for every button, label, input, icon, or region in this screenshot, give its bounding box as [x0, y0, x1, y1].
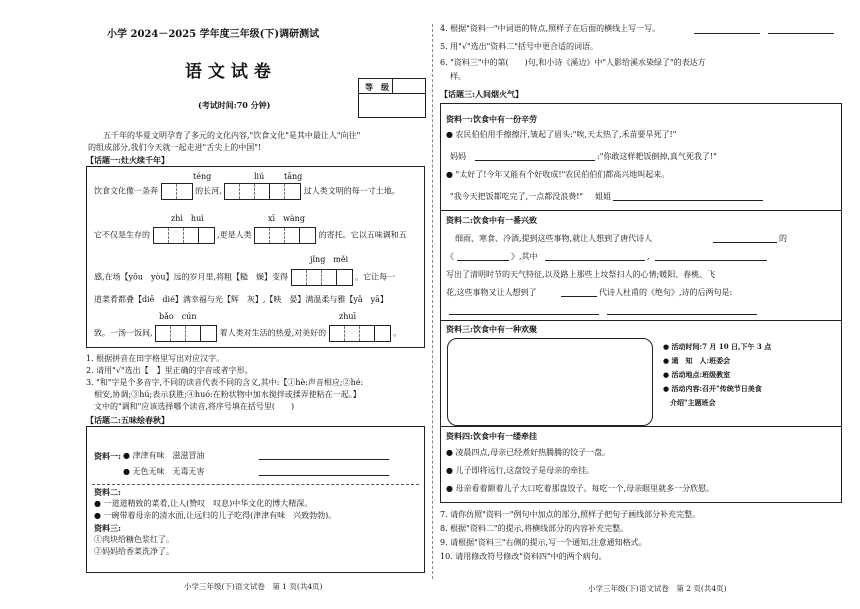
- material1-title: 资料一:饮食中有一份辛劳: [446, 114, 537, 124]
- footer-page-1: 小学三年级(下)语文试卷 第 1 页(共4页): [184, 582, 323, 591]
- material3-title: 资料三:饮食中有一种欢聚: [446, 324, 537, 334]
- material1-row-2: ● 无色无味 无毒无害: [123, 467, 205, 476]
- char-grid[interactable]: [224, 183, 301, 200]
- question-5: 5. 用"√"选出"资料二"括号中更合适的词语。: [440, 42, 598, 51]
- topic1-line-2: [94, 227, 407, 244]
- question-3: 3. "和"字是个多音字,不同的读音代表不同的含义,其中:【①hè:声音相应;②hé:: [86, 378, 364, 387]
- char-grid[interactable]: [329, 325, 391, 342]
- pinyin-zhuifu: zhuī: [339, 312, 357, 321]
- material2-line-2b: 》,其中: [511, 252, 538, 261]
- intro-line-2: 的组成部分,我们今天就一起走进"舌尖上的中国"!: [88, 143, 262, 152]
- pinyin-liu: liú: [254, 172, 265, 181]
- exam-time: (考试时间:70 分钟): [198, 100, 271, 110]
- topic1-text: 饮食文化像一条奔: [94, 186, 158, 196]
- answer-line[interactable]: [713, 242, 777, 243]
- material1-line-4b: 姐姐: [595, 192, 611, 201]
- char-grid[interactable]: [153, 227, 215, 244]
- topic1-text: 的长河,: [195, 186, 222, 196]
- material3-info-4: ● 活动内容:召开"传统节日美食: [663, 384, 762, 393]
- material1-line-2b: :"你敢这样耙饭倒掉,真气死我了!": [597, 152, 717, 161]
- notice-writing-area[interactable]: [447, 338, 653, 426]
- topic1-line-4: 道菜肴都叠【diē dié】满幸福与光【辉 灰】,【映 晏】满温柔与雅【yǎ yā】: [94, 295, 388, 304]
- material3-info-5: 介绍"主题班会: [663, 398, 716, 407]
- pinyin-jingmei: jǐng měi: [310, 255, 349, 264]
- material4-line-1: ● 凌晨四点,母亲已经煮好热腾腾的饺子一盘。: [446, 448, 611, 457]
- char-grid[interactable]: [291, 269, 353, 286]
- pinyin-xiwang: xī wàng: [268, 214, 305, 223]
- answer-line[interactable]: [607, 314, 757, 315]
- material3-info-3: ● 活动地点:班级教室: [663, 370, 731, 379]
- material4-line-3: ● 母亲看着额着儿子大口吃着那盘饺子。每吃一个,母亲眼里就多一分欣慰。: [446, 484, 715, 493]
- material2-line-1b: 的: [779, 234, 787, 243]
- material3-row-2: ②妈妈给香菜洗净了。: [94, 547, 174, 556]
- material2-line-3: 写出了清明时节的天气特征,以及路上那些上坟祭扫人的心情;暖阳、春桃、飞: [446, 270, 716, 279]
- question-3-cont: 文中的"调和"应该选择哪个读音,将序号填在括号里( ): [94, 402, 295, 411]
- material1-label: 资料一:: [94, 451, 121, 461]
- answer-line[interactable]: [259, 475, 389, 476]
- topic1-text: 着人类对生活的热爱,对美好的: [219, 328, 327, 338]
- topic1-text: 它不仅是生存的: [94, 230, 150, 240]
- material2-line-2a: 《: [446, 252, 454, 261]
- right-page: [432, 0, 860, 609]
- material2-line-2c: ,: [647, 252, 650, 261]
- answer-line[interactable]: [768, 33, 834, 34]
- exam-title: 小学 2024－2025 学年度三年级(下)调研测试: [107, 29, 320, 40]
- topic2-box: [86, 426, 425, 573]
- topic1-box: [86, 166, 425, 348]
- material3-info-1: ● 活动时间:7 月 10 日,下午 3 点: [663, 342, 772, 351]
- question-3-cont: 相安,协调;③hú;表示获胜;④huó:在粉状物中加水搅拌或揉弄使粘在一起。】: [94, 390, 361, 399]
- material1-line-3: ● "太好了!今年又能有个好收成!"农民伯伯们都高兴地叫起来。: [446, 170, 670, 179]
- material2-title: 资料二:饮食中有一番兴致: [446, 215, 537, 225]
- answer-line[interactable]: [457, 260, 509, 261]
- question-10: 10. 请用修改符号修改"资料四"中的两个病句。: [440, 552, 607, 561]
- topic1-text: 致。一汤一饭间,: [94, 328, 153, 338]
- answer-line[interactable]: [694, 33, 760, 34]
- pinyin-zhihui: zhì huì: [171, 214, 204, 223]
- material1-line-2a: 妈妈: [450, 152, 466, 161]
- answer-line[interactable]: [561, 296, 597, 297]
- question-6: 6. "资料三"中的第( )句,和小诗《溪边》中"人影给溪水染绿了"的表达方: [440, 58, 706, 67]
- topic1-line-3: [94, 269, 395, 286]
- pinyin-tang: tāng: [284, 172, 303, 181]
- char-grid[interactable]: [254, 227, 316, 244]
- pinyin-teng: téng: [193, 172, 212, 181]
- question-1: 1. 根据拼音在田字格里写出对应汉字。: [86, 354, 225, 363]
- material4-title: 资料四:饮食中有一缕牵挂: [446, 431, 537, 441]
- question-2: 2. 请用"√"选出【 】里正确的字音或者字形。: [86, 366, 253, 375]
- topic1-text: ,更是人类: [217, 230, 252, 240]
- question-8: 8. 根据"资料二"的提示,将横线部分的内容补充完整。: [440, 524, 629, 533]
- topic1-text: 。: [393, 328, 402, 338]
- material2-label: 资料二:: [94, 487, 121, 497]
- answer-line[interactable]: [655, 260, 767, 261]
- topic3-title: 【话题三:人间烟火气】: [440, 89, 523, 99]
- material4-line-2: ● 儿子即将远行,这盘饺子是母亲的牵挂。: [446, 466, 595, 475]
- answer-line[interactable]: [475, 160, 595, 161]
- question-7: 7. 请你仿照"资料一"例句中加点的部分,照样子把句子画线部分补充完整。: [440, 510, 701, 519]
- topic1-title: 【话题一:灶火续千年】: [86, 155, 169, 165]
- topic2-title: 【话题二:五味绘春秋】: [86, 415, 169, 425]
- answer-line[interactable]: [259, 459, 389, 460]
- topic3-box: [440, 103, 842, 503]
- char-grid[interactable]: [155, 325, 217, 342]
- char-grid[interactable]: [161, 183, 193, 200]
- footer-page-2: 小学三年级(下)语文试卷 第 2 页(共4页): [588, 584, 727, 593]
- intro-line-1: 五千年的华夏文明孕育了多元的文化内容,"饮食文化"是其中最让人"向往": [103, 131, 361, 140]
- material1-line-1: ● 农民伯伯用手擦擦汗,皱起了眉头:"唉,天太热了,禾苗要旱死了!": [446, 130, 677, 139]
- material2-line-1a: 细雨、寒食、冷酒,提到这些事物,就让人想到了唐代诗人: [455, 234, 653, 243]
- topic1-line-5: [94, 325, 401, 342]
- topic1-text: 过人类文明的每一寸土地。: [303, 186, 400, 196]
- material3-info-2: ● 通 知 人:班委会: [663, 356, 731, 365]
- material3-row-1: ①肉块给糖色浆红了。: [94, 535, 174, 544]
- material1-row-1: ● 津津有味 滋滋冒油: [123, 451, 205, 460]
- material2-row-1: ● 一道道精致的菜肴,让人(赞叹 叹息)中华文化的博大精深。: [94, 499, 313, 508]
- answer-line[interactable]: [449, 314, 599, 315]
- material2-line-4b: 代诗人杜甫的《绝句》,诗的后两句是:: [599, 288, 733, 297]
- topic1-line-1: [94, 183, 400, 200]
- material2-line-4a: 花,这些事物又让人想到了: [446, 288, 537, 297]
- answer-line[interactable]: [613, 200, 763, 201]
- question-4: 4. 根据"资料一"中词语的特点,照样子在后面的横线上写一写。: [440, 24, 661, 33]
- grade-box: [358, 78, 426, 118]
- grade-box-label: 等 级: [365, 82, 389, 92]
- topic1-text: 的寄托。它以五味调和五: [318, 230, 407, 240]
- pinyin-baocun: bǎo cún: [159, 312, 197, 321]
- material3-label: 资料三:: [94, 523, 121, 533]
- topic1-text: 。它让每一: [355, 272, 396, 282]
- question-9: 9. 请根据"资料三"右侧的提示,写一个通知,注意通知格式。: [440, 538, 647, 547]
- answer-line[interactable]: [545, 260, 645, 261]
- subject-title: 语 文 试 卷: [185, 62, 271, 82]
- material2-row-2: ● 一碗带着母亲的清水面,让远归的儿子吃得(津津有味 兴致勃勃)。: [94, 511, 337, 520]
- material1-line-4a: "我今天把饭都吃完了,一点都没浪费!": [450, 192, 584, 201]
- question-6-cont: 样。: [450, 72, 466, 81]
- topic1-text: 感,在场【yōu yòu】远的岁月里,将粗【糙 燥】变得: [94, 272, 289, 282]
